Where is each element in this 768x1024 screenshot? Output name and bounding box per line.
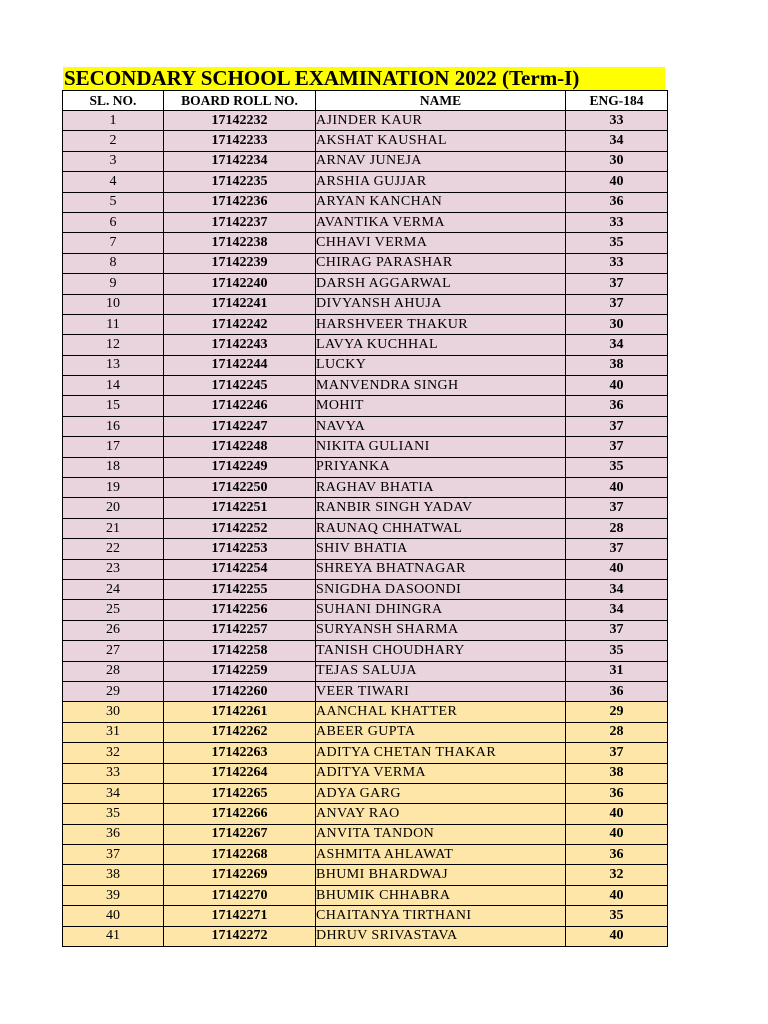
name-cell[interactable]: PRIYANKA (316, 457, 566, 477)
name-cell[interactable]: ANVAY RAO (316, 804, 566, 824)
table-row (63, 355, 668, 375)
sl-no-cell[interactable]: 16 (63, 416, 164, 436)
table-row (63, 702, 668, 722)
name-cell[interactable]: ARYAN KANCHAN (316, 192, 566, 212)
eng-184-mark-cell[interactable]: 37 (566, 437, 668, 457)
name-cell[interactable]: ASHMITA AHLAWAT (316, 845, 566, 865)
board-roll-no-cell[interactable]: 17142253 (164, 539, 316, 559)
table-row (63, 824, 668, 844)
name-cell[interactable]: SURYANSH SHARMA (316, 620, 566, 640)
eng-184-mark-cell[interactable]: 34 (566, 335, 668, 355)
sl-no-cell[interactable]: 2 (63, 131, 164, 151)
eng-184-mark-cell[interactable]: 37 (566, 498, 668, 518)
table-row (63, 294, 668, 314)
board-roll-no-cell[interactable]: 17142269 (164, 865, 316, 885)
table-row (63, 518, 668, 538)
board-roll-no-cell[interactable]: 17142258 (164, 641, 316, 661)
eng-184-mark-cell[interactable]: 34 (566, 131, 668, 151)
board-roll-no-cell[interactable]: 17142232 (164, 111, 316, 131)
board-roll-no-cell[interactable]: 17142272 (164, 926, 316, 946)
name-cell[interactable]: SNIGDHA DASOONDI (316, 579, 566, 599)
sl-no-cell[interactable]: 19 (63, 478, 164, 498)
sl-no-cell[interactable]: 25 (63, 600, 164, 620)
table-row (63, 376, 668, 396)
name-cell[interactable]: SUHANI DHINGRA (316, 600, 566, 620)
name-cell[interactable]: ADITYA CHETAN THAKAR (316, 743, 566, 763)
sl-no-cell[interactable]: 7 (63, 233, 164, 253)
board-roll-no-cell[interactable]: 17142268 (164, 845, 316, 865)
eng-184-mark-cell[interactable]: 40 (566, 804, 668, 824)
eng-184-mark-cell[interactable]: 40 (566, 885, 668, 905)
table-row (63, 804, 668, 824)
eng-184-mark-cell[interactable]: 35 (566, 641, 668, 661)
board-roll-no-cell[interactable]: 17142263 (164, 743, 316, 763)
board-roll-no-cell[interactable]: 17142243 (164, 335, 316, 355)
sl-no-cell[interactable]: 3 (63, 151, 164, 171)
board-roll-no-cell[interactable]: 17142262 (164, 722, 316, 742)
eng-184-mark-cell[interactable]: 36 (566, 783, 668, 803)
sl-no-cell[interactable]: 37 (63, 845, 164, 865)
table-row (63, 926, 668, 946)
sl-no-cell[interactable]: 41 (63, 926, 164, 946)
table-row (63, 641, 668, 661)
name-cell[interactable]: VEER TIWARI (316, 681, 566, 701)
board-roll-no-cell[interactable]: 17142249 (164, 457, 316, 477)
eng-184-mark-cell[interactable]: 28 (566, 518, 668, 538)
sl-no-cell[interactable]: 28 (63, 661, 164, 681)
sl-no-cell[interactable]: 11 (63, 314, 164, 334)
name-cell[interactable]: RAGHAV BHATIA (316, 478, 566, 498)
sl-no-cell[interactable]: 13 (63, 355, 164, 375)
table-row (63, 274, 668, 294)
eng-184-mark-cell[interactable]: 33 (566, 111, 668, 131)
eng-184-mark-cell[interactable]: 35 (566, 457, 668, 477)
name-cell[interactable]: ABEER GUPTA (316, 722, 566, 742)
eng-184-mark-cell[interactable]: 37 (566, 416, 668, 436)
name-cell[interactable]: BHUMIK CHHABRA (316, 885, 566, 905)
board-roll-no-cell[interactable]: 17142248 (164, 437, 316, 457)
eng-184-mark-cell[interactable]: 31 (566, 661, 668, 681)
table-row (63, 763, 668, 783)
eng-184-mark-cell[interactable]: 34 (566, 600, 668, 620)
table-row (63, 151, 668, 171)
table-body (63, 111, 668, 947)
name-cell[interactable]: NIKITA GULIANI (316, 437, 566, 457)
sl-no-cell[interactable]: 4 (63, 172, 164, 192)
board-roll-no-cell[interactable]: 17142237 (164, 212, 316, 232)
board-roll-no-cell[interactable]: 17142264 (164, 763, 316, 783)
eng-184-mark-cell[interactable]: 37 (566, 294, 668, 314)
table-row (63, 661, 668, 681)
board-roll-no-cell[interactable]: 17142254 (164, 559, 316, 579)
eng-184-mark-cell[interactable]: 40 (566, 824, 668, 844)
table-row (63, 457, 668, 477)
board-roll-no-cell[interactable]: 17142242 (164, 314, 316, 334)
board-roll-no-cell[interactable]: 17142238 (164, 233, 316, 253)
name-cell[interactable]: RAUNAQ CHHATWAL (316, 518, 566, 538)
eng-184-mark-cell[interactable]: 33 (566, 212, 668, 232)
name-cell[interactable]: ADYA GARG (316, 783, 566, 803)
eng-184-mark-cell[interactable]: 37 (566, 274, 668, 294)
board-roll-no-cell[interactable]: 17142271 (164, 906, 316, 926)
sl-no-cell[interactable]: 12 (63, 335, 164, 355)
eng-184-mark-cell[interactable]: 37 (566, 620, 668, 640)
name-cell[interactable]: ARSHIA GUJJAR (316, 172, 566, 192)
sl-no-cell[interactable]: 8 (63, 253, 164, 273)
name-cell[interactable]: DIVYANSH AHUJA (316, 294, 566, 314)
board-roll-no-cell[interactable]: 17142236 (164, 192, 316, 212)
table-row (63, 498, 668, 518)
board-roll-no-cell[interactable]: 17142235 (164, 172, 316, 192)
board-roll-no-cell[interactable]: 17142251 (164, 498, 316, 518)
table-row (63, 233, 668, 253)
table-row (63, 906, 668, 926)
name-cell[interactable]: RANBIR SINGH YADAV (316, 498, 566, 518)
name-cell[interactable]: CHIRAG PARASHAR (316, 253, 566, 273)
sl-no-cell[interactable]: 20 (63, 498, 164, 518)
eng-184-mark-cell[interactable]: 40 (566, 559, 668, 579)
board-roll-no-cell[interactable]: 17142250 (164, 478, 316, 498)
eng-184-mark-cell[interactable]: 29 (566, 702, 668, 722)
eng-184-mark-cell[interactable]: 34 (566, 579, 668, 599)
column-header-name[interactable]: NAME (316, 91, 566, 111)
name-cell[interactable]: HARSHVEER THAKUR (316, 314, 566, 334)
name-cell[interactable]: AVANTIKA VERMA (316, 212, 566, 232)
table-row (63, 539, 668, 559)
sheet-title: SECONDARY SCHOOL EXAMINATION 2022 (Term-I) (63, 67, 665, 90)
eng-184-mark-cell[interactable]: 36 (566, 681, 668, 701)
board-roll-no-cell[interactable]: 17142266 (164, 804, 316, 824)
name-cell[interactable]: BHUMI BHARDWAJ (316, 865, 566, 885)
name-cell[interactable]: LUCKY (316, 355, 566, 375)
table-row (63, 437, 668, 457)
board-roll-no-cell[interactable]: 17142244 (164, 355, 316, 375)
board-roll-no-cell[interactable]: 17142252 (164, 518, 316, 538)
eng-184-mark-cell[interactable]: 38 (566, 763, 668, 783)
table-row (63, 885, 668, 905)
eng-184-mark-cell[interactable]: 32 (566, 865, 668, 885)
eng-184-mark-cell[interactable]: 30 (566, 151, 668, 171)
board-roll-no-cell[interactable]: 17142256 (164, 600, 316, 620)
name-cell[interactable]: MOHIT (316, 396, 566, 416)
sl-no-cell[interactable]: 9 (63, 274, 164, 294)
name-cell[interactable]: ADITYA VERMA (316, 763, 566, 783)
column-header-board-roll-no[interactable]: BOARD ROLL NO. (164, 91, 316, 111)
table-row (63, 681, 668, 701)
sl-no-cell[interactable]: 39 (63, 885, 164, 905)
name-cell[interactable]: LAVYA KUCHHAL (316, 335, 566, 355)
name-cell[interactable]: TEJAS SALUJA (316, 661, 566, 681)
board-roll-no-cell[interactable]: 17142260 (164, 681, 316, 701)
name-cell[interactable]: AKSHAT KAUSHAL (316, 131, 566, 151)
eng-184-mark-cell[interactable]: 37 (566, 743, 668, 763)
sl-no-cell[interactable]: 30 (63, 702, 164, 722)
board-roll-no-cell[interactable]: 17142270 (164, 885, 316, 905)
table-row (63, 192, 668, 212)
table-row (63, 743, 668, 763)
column-header-sl-no[interactable]: SL. NO. (63, 91, 164, 111)
board-roll-no-cell[interactable]: 17142267 (164, 824, 316, 844)
sl-no-cell[interactable]: 40 (63, 906, 164, 926)
eng-184-mark-cell[interactable]: 40 (566, 376, 668, 396)
table-row (63, 579, 668, 599)
table-row (63, 253, 668, 273)
table-row (63, 478, 668, 498)
eng-184-mark-cell[interactable]: 35 (566, 233, 668, 253)
sl-no-cell[interactable]: 32 (63, 743, 164, 763)
name-cell[interactable]: SHREYA BHATNAGAR (316, 559, 566, 579)
table-row (63, 314, 668, 334)
sl-no-cell[interactable]: 24 (63, 579, 164, 599)
eng-184-mark-cell[interactable]: 40 (566, 172, 668, 192)
board-roll-no-cell[interactable]: 17142239 (164, 253, 316, 273)
sl-no-cell[interactable]: 15 (63, 396, 164, 416)
board-roll-no-cell[interactable]: 17142233 (164, 131, 316, 151)
name-cell[interactable]: AJINDER KAUR (316, 111, 566, 131)
board-roll-no-cell[interactable]: 17142259 (164, 661, 316, 681)
eng-184-mark-cell[interactable]: 36 (566, 396, 668, 416)
table-row (63, 335, 668, 355)
table-row (63, 559, 668, 579)
sl-no-cell[interactable]: 29 (63, 681, 164, 701)
name-cell[interactable]: MANVENDRA SINGH (316, 376, 566, 396)
eng-184-mark-cell[interactable]: 40 (566, 926, 668, 946)
sl-no-cell[interactable]: 36 (63, 824, 164, 844)
board-roll-no-cell[interactable]: 17142234 (164, 151, 316, 171)
table-row (63, 620, 668, 640)
board-roll-no-cell[interactable]: 17142241 (164, 294, 316, 314)
sl-no-cell[interactable]: 33 (63, 763, 164, 783)
column-header-eng-184[interactable]: ENG-184 (566, 91, 668, 111)
table-row (63, 845, 668, 865)
board-roll-no-cell[interactable]: 17142255 (164, 579, 316, 599)
sl-no-cell[interactable]: 10 (63, 294, 164, 314)
name-cell[interactable]: SHIV BHATIA (316, 539, 566, 559)
eng-184-mark-cell[interactable]: 40 (566, 478, 668, 498)
eng-184-mark-cell[interactable]: 37 (566, 539, 668, 559)
sl-no-cell[interactable]: 31 (63, 722, 164, 742)
sl-no-cell[interactable]: 23 (63, 559, 164, 579)
eng-184-mark-cell[interactable]: 36 (566, 192, 668, 212)
eng-184-mark-cell[interactable]: 28 (566, 722, 668, 742)
sl-no-cell[interactable]: 22 (63, 539, 164, 559)
table-row (63, 131, 668, 151)
table-row (63, 783, 668, 803)
sl-no-cell[interactable]: 17 (63, 437, 164, 457)
name-cell[interactable]: CHAITANYA TIRTHANI (316, 906, 566, 926)
name-cell[interactable]: ARNAV JUNEJA (316, 151, 566, 171)
board-roll-no-cell[interactable]: 17142261 (164, 702, 316, 722)
name-cell[interactable]: CHHAVI VERMA (316, 233, 566, 253)
results-table (62, 90, 668, 947)
table-row (63, 416, 668, 436)
sl-no-cell[interactable]: 14 (63, 376, 164, 396)
board-roll-no-cell[interactable]: 17142265 (164, 783, 316, 803)
eng-184-mark-cell[interactable]: 30 (566, 314, 668, 334)
sl-no-cell[interactable]: 5 (63, 192, 164, 212)
table-row (63, 865, 668, 885)
table-row (63, 111, 668, 131)
eng-184-mark-cell[interactable]: 35 (566, 906, 668, 926)
board-roll-no-cell[interactable]: 17142246 (164, 396, 316, 416)
eng-184-mark-cell[interactable]: 38 (566, 355, 668, 375)
name-cell[interactable]: NAVYA (316, 416, 566, 436)
sl-no-cell[interactable]: 38 (63, 865, 164, 885)
name-cell[interactable]: TANISH CHOUDHARY (316, 641, 566, 661)
sl-no-cell[interactable]: 34 (63, 783, 164, 803)
table-row (63, 600, 668, 620)
name-cell[interactable]: DHRUV SRIVASTAVA (316, 926, 566, 946)
name-cell[interactable]: ANVITA TANDON (316, 824, 566, 844)
board-roll-no-cell[interactable]: 17142247 (164, 416, 316, 436)
table-row (63, 172, 668, 192)
sl-no-cell[interactable]: 6 (63, 212, 164, 232)
eng-184-mark-cell[interactable]: 36 (566, 845, 668, 865)
name-cell[interactable]: DARSH AGGARWAL (316, 274, 566, 294)
table-row (63, 722, 668, 742)
header-row (63, 91, 668, 111)
board-roll-no-cell[interactable]: 17142257 (164, 620, 316, 640)
sl-no-cell[interactable]: 1 (63, 111, 164, 131)
table-row (63, 396, 668, 416)
sl-no-cell[interactable]: 18 (63, 457, 164, 477)
sl-no-cell[interactable]: 26 (63, 620, 164, 640)
name-cell[interactable]: AANCHAL KHATTER (316, 702, 566, 722)
eng-184-mark-cell[interactable]: 33 (566, 253, 668, 273)
board-roll-no-cell[interactable]: 17142245 (164, 376, 316, 396)
table-row (63, 212, 668, 232)
board-roll-no-cell[interactable]: 17142240 (164, 274, 316, 294)
sl-no-cell[interactable]: 35 (63, 804, 164, 824)
sl-no-cell[interactable]: 27 (63, 641, 164, 661)
sl-no-cell[interactable]: 21 (63, 518, 164, 538)
